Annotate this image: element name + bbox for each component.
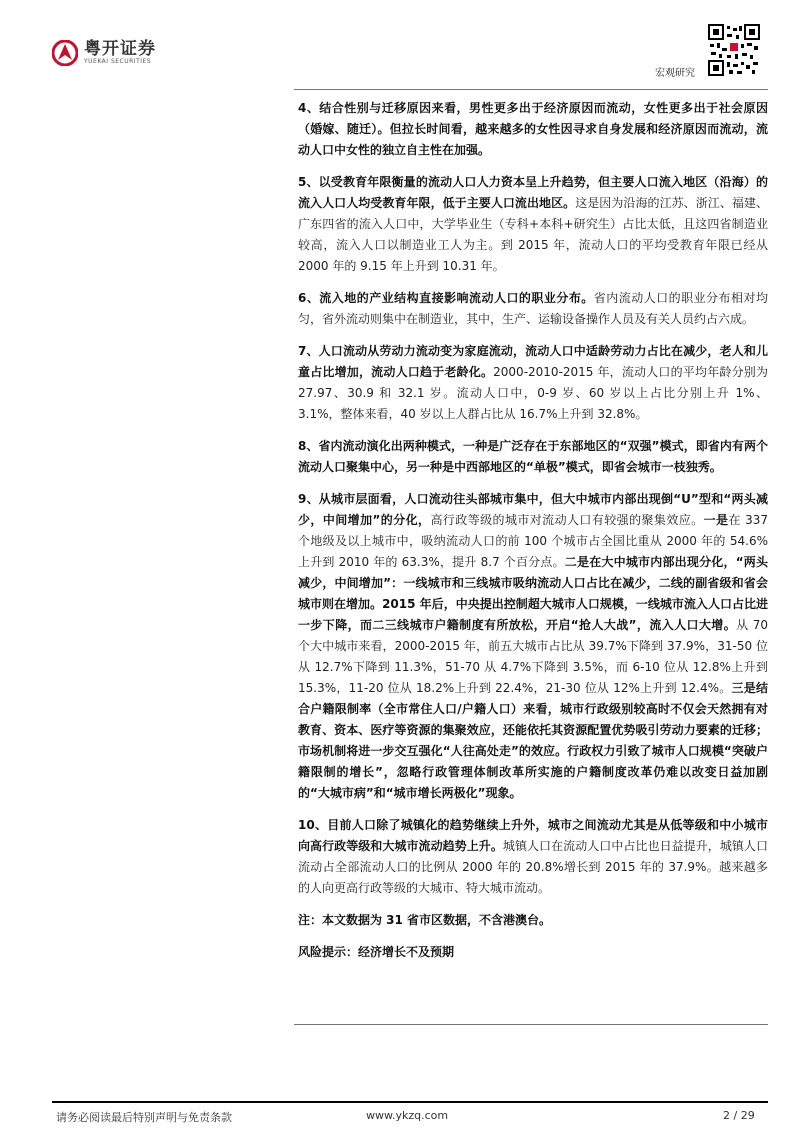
bold-text-run: 9、从城市层面看，人口流动往头部城市集中，但大中城市内部出现倒“U”型和“两头减少，中间增加”的分化，: [298, 492, 768, 527]
paragraph: [298, 910, 768, 931]
bold-text-run: 6、流入地的产业结构直接影响流动人口的职业分布。: [298, 291, 594, 305]
bold-text-run: 三是结合户籍限制率（全市常住人口/户籍人口）来看，城市行政级别较高时不仅会天然拥有对教育、资本、医疗等资源的集聚效应，还能依托其资源配置优势吸引劳动力要素的迁移；市场机制将进一步交互强化“人往高处走”的效应。行政权力引致了城市人口规模“突破户籍限制的增长”，忽略行政管理体制改革所实施的户籍制度改革仍难以改变日益加剧的“大城市病”和“城市增长两极化”现象。: [298, 681, 768, 800]
header-divider: [294, 89, 768, 90]
page-header: [0, 0, 800, 90]
text-run: 省内流动人口的职业分布相对均匀，省外流动则集中在制造业，其中，生产、运输设备操作人员及有关人员约占六成。: [298, 291, 768, 326]
bold-text-run: 8、省内流动演化出两种模式，一种是广泛存在于东部地区的“双强”模式，即省内有两个流动人口聚集中心，另一种是中西部地区的“单极”模式，即省会城市一枝独秀。: [298, 439, 768, 474]
bold-text-run: 一是: [703, 513, 729, 527]
report-section-label: 宏观研究: [655, 68, 695, 79]
bold-text-run: 二是在大中城市内部出现分化，“两头减少，中间增加”：一线城市和三线城市吸纳流动人口占比在减少，二线的副省级和省会城市则在增加。2015 年后，中央提出控制超大城市人口规模，一线城市流入人口占比进一步下降，而二三线城市户籍制度有所放松，开启“抢人大战”，流入人口大增。: [298, 555, 768, 632]
paragraph: [298, 815, 768, 899]
company-name-cn: 粤开证券: [84, 39, 156, 59]
qr-code-icon: [708, 24, 760, 76]
website-link[interactable]: www.ykzq.com: [366, 1109, 449, 1122]
text-run: 2000-2010-2015 年，流动人口的平均年龄分别为 27.97、30.9 和 32.1 岁。流动人口中，0-9 岁、60 岁以上占比分别上升 1%、3.1%，整体来看，40 岁以上人群占比从 16.7%上升到 32.8%。: [298, 365, 768, 421]
paragraph: [298, 436, 768, 478]
disclaimer-link[interactable]: 请务必阅读最后特别声明与免责条款: [56, 1111, 232, 1124]
company-logo: [52, 40, 156, 66]
bold-text-run: 10、目前人口除了城镇化的趋势继续上升外，城市之间流动尤其是从低等级和中小城市向高行政等级和大城市流动趋势上升。: [298, 818, 768, 853]
text-run: 从 70 个大中城市来看，2000-2015 年，前五大城市占比从 39.7%下降到 37.9%，31-50 位从 12.7%下降到 11.3%，51-70 从 4.7%下降到 3.5%，而 6-10 位从 12.8%上升到 15.3%，11-20 位从 18.2%上升到 22.4%，21-30 位从 12%上升到 12.4%。: [298, 618, 768, 695]
paragraph: [298, 942, 768, 963]
text-run: 在 337 个地级及以上城市中，吸纳流动人口的前 100 个城市占全国比重从 2000 年的 54.6%上升到 2010 年的 63.3%，提升 8.7 个百分点。: [298, 513, 768, 569]
text-run: 城镇人口在流动人口中占比也日益提升，城镇人口流动占全部流动人口的比例从 2000 年的 20.8%增长到 2015 年的 37.9%。越来越多的人向更高行政等级的大城市、特大城市流动。: [298, 839, 768, 895]
page-footer: [0, 1103, 800, 1127]
text-run: 高行政等级的城市对流动人口有较强的聚集效应。: [430, 513, 704, 527]
report-body: [298, 98, 768, 974]
content-end-divider: [294, 1024, 768, 1025]
bold-text-run: 风险提示：经济增长不及预期: [298, 945, 455, 959]
yuekai-logo-icon: [52, 40, 78, 66]
bold-text-run: 5、以受教育年限衡量的流动人口人力资本呈上升趋势，但主要人口流入地区（沿海）的流入人口人均受教育年限，低于主要人口流出地区。: [298, 175, 768, 210]
page-number: 2 / 29: [723, 1109, 755, 1122]
paragraph: [298, 98, 768, 161]
footer-divider: [52, 1101, 768, 1103]
bold-text-run: 注：本文数据为 31 省市区数据，不含港澳台。: [298, 913, 552, 927]
bold-text-run: 7、人口流动从劳动力流动变为家庭流动，流动人口中适龄劳动力占比在减少，老人和儿童占比增加，流动人口趋于老龄化。: [298, 344, 768, 379]
paragraph: [298, 288, 768, 330]
paragraph: [298, 341, 768, 425]
text-run: 这是因为沿海的江苏、浙江、福建、广东四省的流入人口中，大学毕业生（专科+本科+研究生）占比太低，且这四省制造业较高，流入人口以制造业工人为主。到 2015 年，流动人口的平均受教育年限已经从 2000 年的 9.15 年上升到 10.31 年。: [298, 196, 768, 273]
bold-text-run: 4、结合性别与迁移原因来看，男性更多出于经济原因而流动，女性更多出于社会原因（婚嫁、随迁）。但拉长时间看，越来越多的女性因寻求自身发展和经济原因而流动，流动人口中女性的独立自主性在加强。: [298, 101, 768, 157]
paragraph: [298, 172, 768, 277]
company-name-en: YUEKAI SECURITIES: [84, 58, 152, 65]
paragraph: [298, 489, 768, 804]
